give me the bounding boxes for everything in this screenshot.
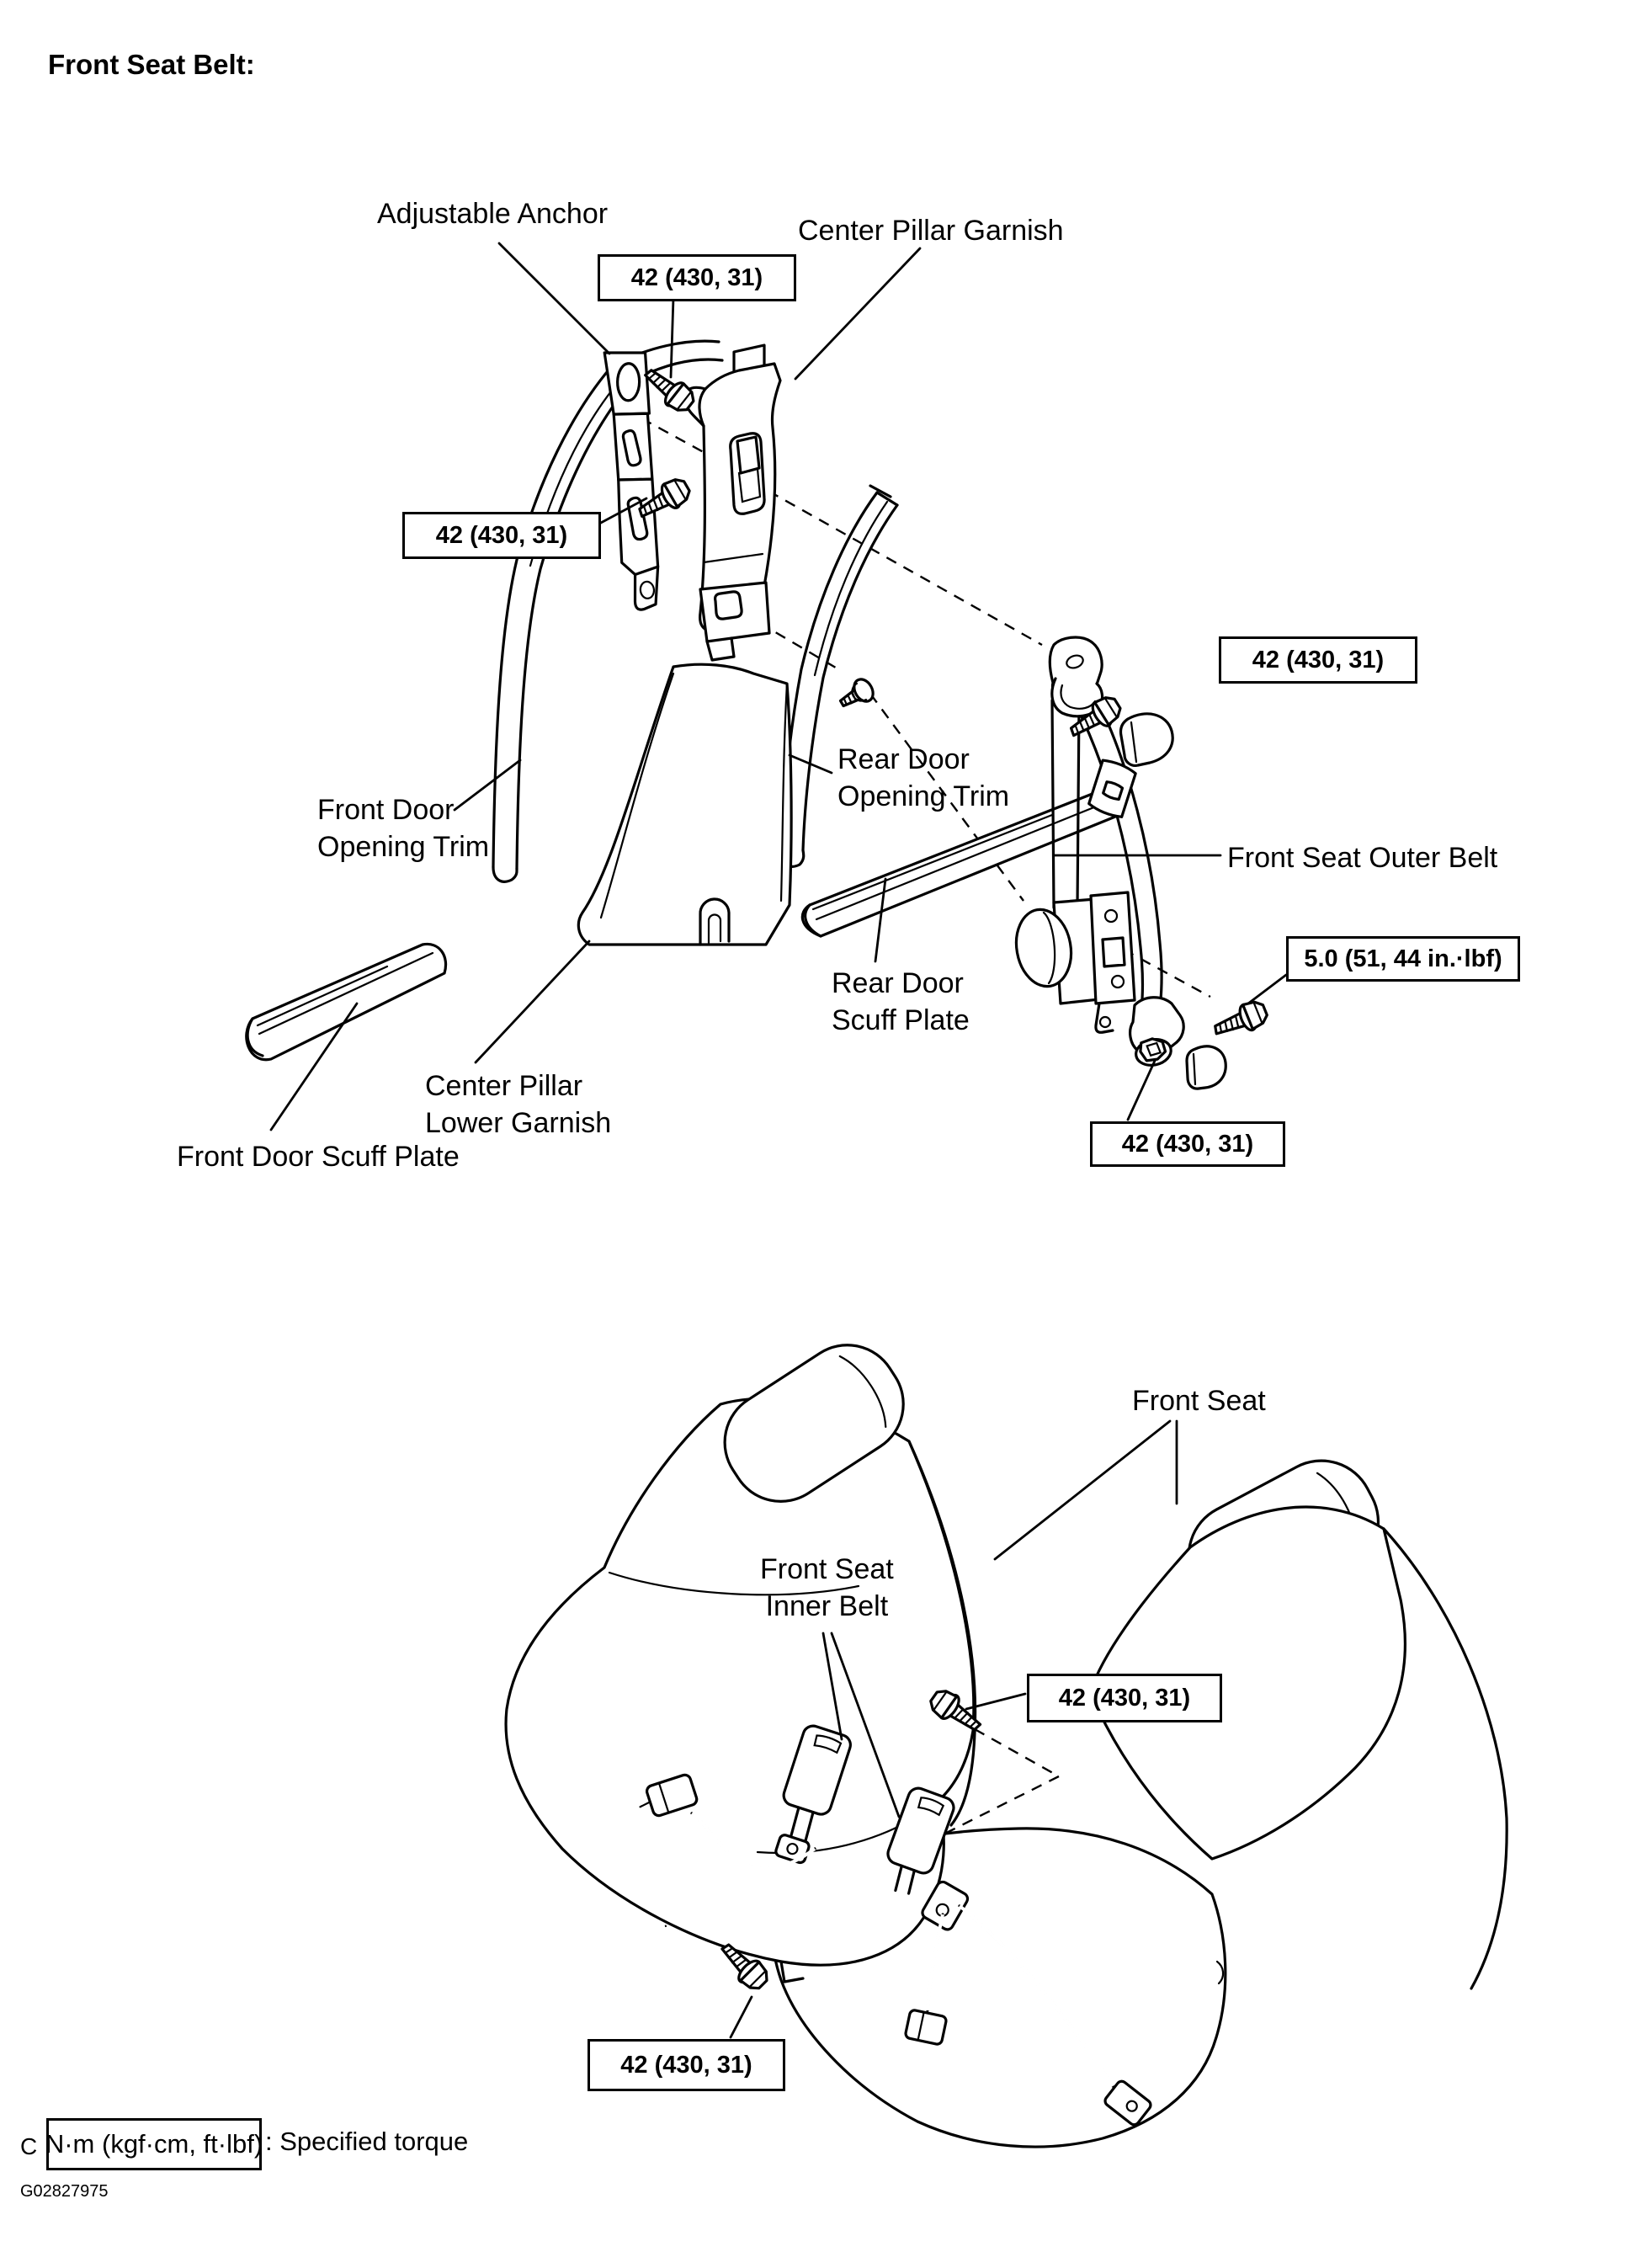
shoulder-bolt-cap-icon [1120,714,1172,766]
front-door-scuff-plate-part [247,944,446,1059]
label-center-pillar-lower-garnish [425,1067,611,1142]
label-rear-door-opening-trim-line2: Opening Trim [837,780,1010,812]
label-front-seat-inner-belt-line2: Inner Belt [765,1590,889,1622]
legend-torque-unit-box: N·m (kgf·cm, ft·lbf) [46,2118,262,2170]
floor-bolt-cap-icon [1187,1046,1226,1089]
label-front-seat: Front Seat [1132,1385,1266,1417]
center-pillar-lower-garnish-part [578,664,791,945]
label-rear-door-scuff-plate-line2: Scuff Plate [832,1004,970,1036]
label-rear-door-opening-trim [837,741,1009,815]
label-rear-door-scuff-plate-line1: Rear Door [832,967,964,999]
label-front-door-opening-trim-line2: Opening Trim [317,831,490,863]
torque-box-anchor-upper: 42 (430, 31) [598,254,796,301]
torque-box-floor-bolt: 42 (430, 31) [1090,1121,1285,1167]
label-front-door-opening-trim-line1: Front Door [317,794,455,826]
left-front-seat [506,1326,976,1982]
label-rear-door-opening-trim-line1: Rear Door [837,743,970,775]
label-front-door-opening-trim [317,791,489,865]
torque-box-retractor-screw: 5.0 (51, 44 in.·lbf) [1286,936,1520,982]
label-front-seat-inner-belt-line1: Front Seat [760,1553,894,1585]
torque-box-inner-belt: 42 (430, 31) [1027,1674,1222,1722]
retractor-screw-bolt-icon [1210,998,1270,1043]
legend-meaning: : Specified torque [265,2127,469,2156]
garnish-screw-icon [836,676,877,713]
page-title: Front Seat Belt: [48,49,255,80]
legend-letter: C [20,2133,38,2159]
label-adjustable-anchor: Adjustable Anchor [377,198,609,230]
label-front-door-scuff-plate: Front Door Scuff Plate [177,1141,460,1173]
label-center-pillar-lower-garnish-line2: Lower Garnish [425,1107,612,1139]
torque-box-shoulder-bolt: 42 (430, 31) [1219,636,1417,684]
torque-box-anchor-lower: 42 (430, 31) [402,512,601,559]
label-front-seat-inner-belt [760,1551,894,1625]
label-center-pillar-lower-garnish-line1: Center Pillar [425,1070,583,1102]
figure-code: G02827975 [20,2182,109,2201]
label-center-pillar-garnish: Center Pillar Garnish [798,215,1064,247]
label-rear-door-scuff-plate [832,965,970,1039]
center-pillar-garnish-part [684,345,780,660]
torque-box-seat-floor: 42 (430, 31) [588,2039,785,2091]
label-front-seat-outer-belt: Front Seat Outer Belt [1227,842,1498,874]
